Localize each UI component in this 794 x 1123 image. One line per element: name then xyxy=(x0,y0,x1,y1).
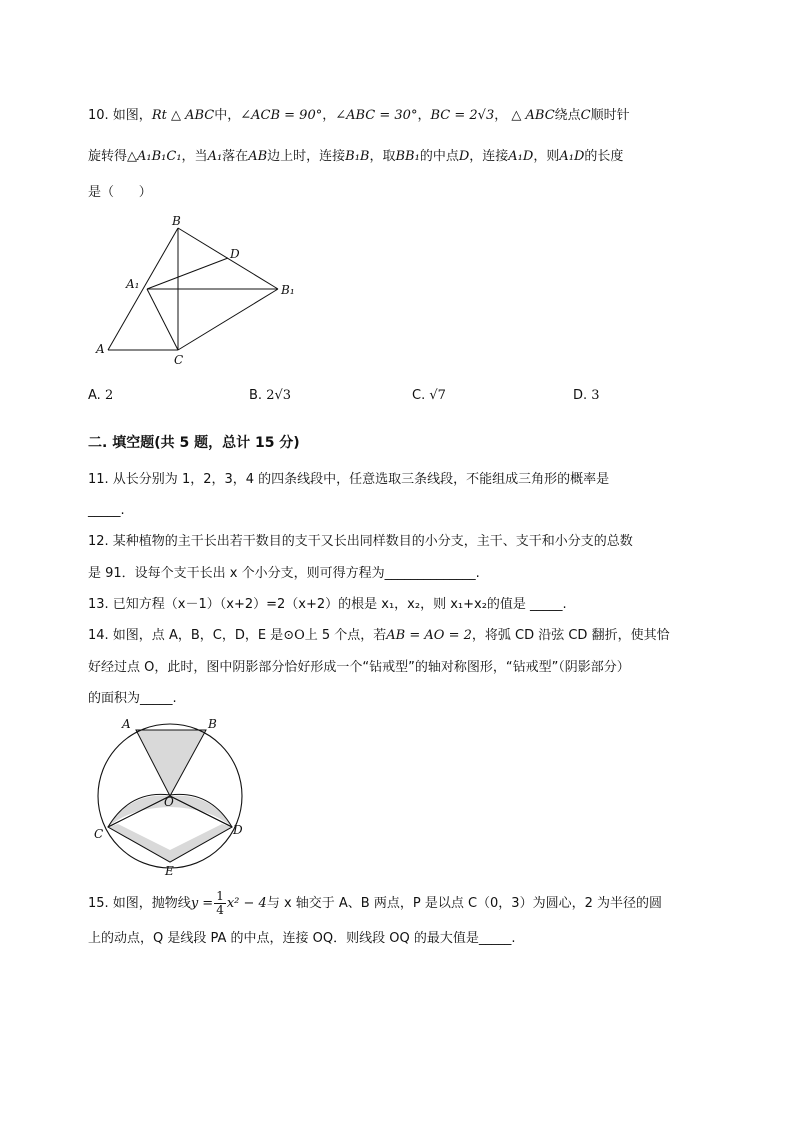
q10-math: BB₁ xyxy=(395,149,420,164)
q10-text: ，连接 xyxy=(469,149,509,164)
q10-math: Rt △ ABC xyxy=(151,108,215,123)
label-B1: B₁ xyxy=(281,283,295,297)
q15-line2: 上的动点，Q 是线段 PA 的中点，连接 OQ．则线段 OQ 的最大值是_____. xyxy=(88,931,516,946)
q15-text: 与 x 轴交于 A、B 两点，P 是以点 C（0，3）为圆心，2 为半径的圆 xyxy=(266,896,662,911)
q10-text: ， xyxy=(494,108,508,123)
option-letter: A. xyxy=(88,388,101,403)
q10-text: 落在 xyxy=(222,149,249,164)
q10-line2 xyxy=(88,148,623,166)
q15-math: x² − 4 xyxy=(226,896,267,911)
q15-text: 15. 如图，抛物线 xyxy=(88,896,191,911)
q14-line3: 的面积为_____. xyxy=(88,691,177,706)
q10-math: ∠ABC = 30° xyxy=(335,108,418,123)
q10-option-c[interactable] xyxy=(412,387,446,405)
q14-text: 14. 如图，点 A，B，C，D，E 是 xyxy=(88,628,284,643)
q10-text: 顺时针 xyxy=(590,108,630,123)
q12-line1: 12. 某种植物的主干长出若干数目的支干又长出同样数目的小分支，主干、支干和小分支的总数 xyxy=(88,534,633,549)
q10-math: BC = 2√3 xyxy=(430,108,495,123)
q10-option-d[interactable] xyxy=(573,387,600,405)
edge-A1D xyxy=(147,258,228,289)
q10-text: 中， xyxy=(214,108,241,123)
q10-text: 10. 如图， xyxy=(88,108,152,123)
option-value: √7 xyxy=(429,388,446,403)
option-value: 3 xyxy=(591,388,600,403)
q14-text: ，将弧 CD 沿弦 CD 翻折，使其恰 xyxy=(471,628,670,643)
shaded-ring-bottom xyxy=(108,824,232,862)
q10-text: ， xyxy=(417,108,431,123)
label-D: D xyxy=(233,823,243,837)
label-A1: A₁ xyxy=(126,277,140,291)
q11-line1: 11. 从长分别为 1，2，3，4 的四条线段中，任意选取三条线段，不能组成三角形的概率是 xyxy=(88,472,610,487)
q10-text: 旋转得 xyxy=(88,149,128,164)
q10-line1 xyxy=(88,107,630,125)
q10-math: D xyxy=(458,149,470,164)
option-letter: C. xyxy=(412,388,426,403)
q10-math: AB xyxy=(248,149,268,164)
edge-A1C xyxy=(147,289,178,350)
shaded-triangle xyxy=(136,730,206,796)
q10-text: 绕点 xyxy=(554,108,581,123)
q14-text: 上 5 个点，若 xyxy=(304,628,387,643)
q10-option-a[interactable] xyxy=(88,387,113,405)
option-value: 2 xyxy=(104,388,114,403)
q10-text: 边上时，连接 xyxy=(267,149,346,164)
frac-numerator: 1 xyxy=(216,889,224,903)
q10-text: 是（ ） xyxy=(88,185,152,200)
label-O: O xyxy=(164,795,174,809)
q10-math: △ ABC xyxy=(511,108,555,123)
q10-text: ，当 xyxy=(181,149,208,164)
q14-line1 xyxy=(88,627,670,645)
option-letter: B. xyxy=(249,388,263,403)
q12-line2: 是 91．设每个支干长出 x 个小分支，则可得方程为______________. xyxy=(88,566,480,581)
edge-B1C xyxy=(178,289,278,350)
label-B: B xyxy=(172,214,181,228)
label-C: C xyxy=(94,827,104,841)
frac-denominator: 4 xyxy=(216,903,224,917)
q10-figure xyxy=(90,214,310,370)
section-title: 二. 填空题(共 5 题，总计 15 分) xyxy=(88,435,300,451)
q10-math: C xyxy=(580,108,591,123)
q10-math: △A₁B₁C₁ xyxy=(127,149,182,164)
q10-math: ∠ACB = 90° xyxy=(240,108,323,123)
q10-text: ， xyxy=(322,108,336,123)
q10-text: 的长度 xyxy=(584,149,624,164)
q14-math: AB = AO = 2 xyxy=(386,628,472,643)
q13-line1: 13. 已知方程（x－1）（x+2）=2（x+2）的根是 x₁，x₂，则 x₁+x₂的值是 _____. xyxy=(88,597,567,612)
q11-line2: _____. xyxy=(88,503,125,518)
q10-text: ，取 xyxy=(369,149,396,164)
q14-figure xyxy=(90,712,260,882)
q14-line2: 好经过点 O，此时，图中阴影部分恰好形成一个“钻戒型”的轴对称图形，“钻戒型”（阴影部分） xyxy=(88,660,630,675)
q10-math: B₁B xyxy=(345,149,370,164)
label-A: A xyxy=(122,717,131,731)
label-C: C xyxy=(174,353,184,367)
q10-math: A₁D xyxy=(559,149,585,164)
label-E: E xyxy=(165,864,174,878)
q15-math: y = xyxy=(190,896,214,911)
q10-option-b[interactable] xyxy=(249,387,291,405)
option-letter: D. xyxy=(573,388,588,403)
label-A: A xyxy=(96,342,105,356)
label-B: B xyxy=(208,717,217,731)
label-D: D xyxy=(230,247,240,261)
q10-text: ，则 xyxy=(533,149,560,164)
q10-math: A₁ xyxy=(207,149,223,164)
q15-line1 xyxy=(88,890,662,917)
q14-math: ⊙O xyxy=(283,628,305,643)
option-value: 2√3 xyxy=(266,388,292,403)
q10-math: A₁D xyxy=(508,149,534,164)
q10-text: 的中点 xyxy=(419,149,459,164)
q15-fraction xyxy=(214,890,226,917)
q10-line3 xyxy=(88,184,152,202)
